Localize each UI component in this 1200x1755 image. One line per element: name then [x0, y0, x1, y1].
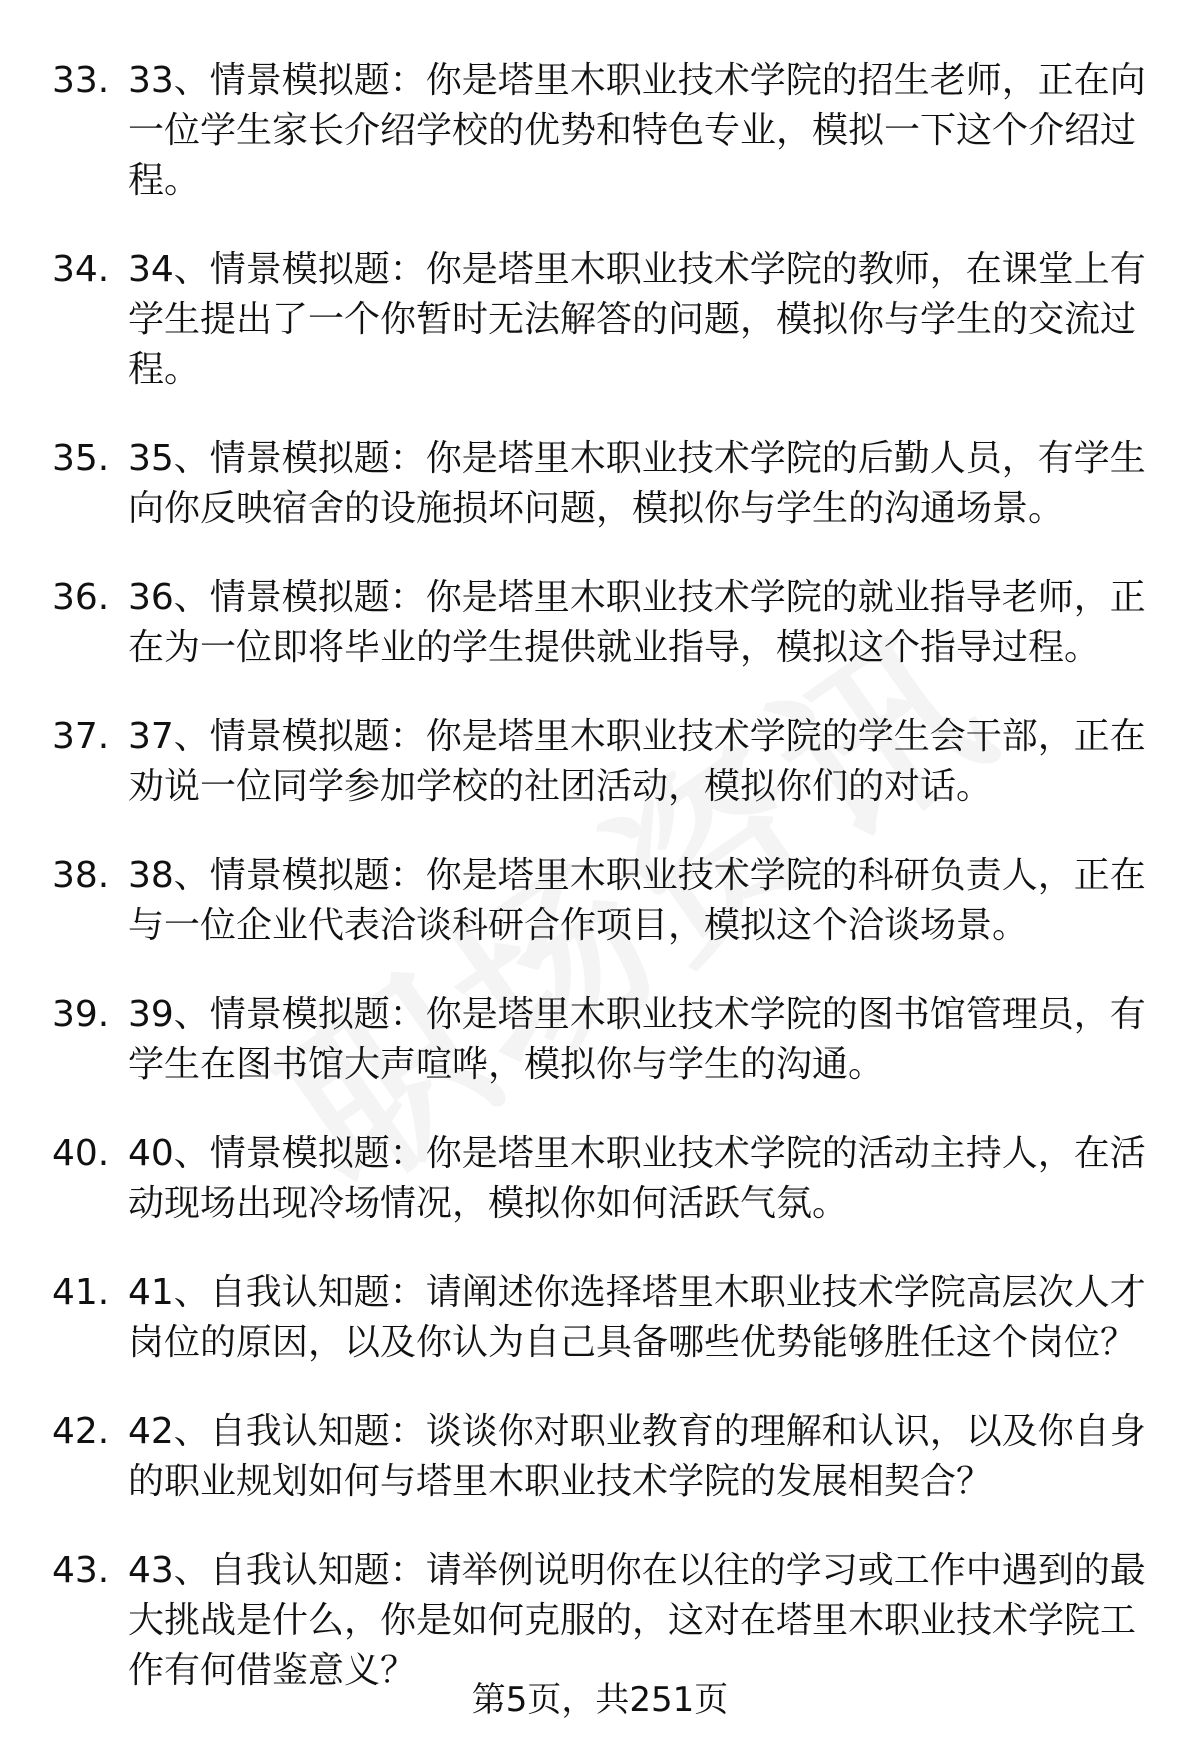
- question-number: 39.: [52, 994, 110, 1035]
- question-item: [0, 573, 1200, 673]
- question-text: 34、情景模拟题：你是塔里木职业技术学院的教师，在课堂上有学生提出了一个你暂时无法解答的问题，模拟你与学生的交流过程。: [128, 249, 1146, 390]
- question-text: 38、情景模拟题：你是塔里木职业技术学院的科研负责人，正在与一位企业代表洽谈科研合作项目，模拟这个洽谈场景。: [128, 855, 1146, 946]
- question-item: [0, 1268, 1200, 1368]
- question-number: 36.: [52, 577, 110, 618]
- question-number: 34.: [52, 249, 110, 290]
- question-text: 36、情景模拟题：你是塔里木职业技术学院的就业指导老师，正在为一位即将毕业的学生提供就业指导，模拟这个指导过程。: [128, 577, 1146, 668]
- question-text: 37、情景模拟题：你是塔里木职业技术学院的学生会干部，正在劝说一位同学参加学校的社团活动，模拟你们的对话。: [128, 716, 1146, 807]
- page-footer: 第5页，共251页: [471, 1680, 729, 1720]
- question-number: 38.: [52, 855, 110, 896]
- question-item: [0, 712, 1200, 812]
- question-text: 39、情景模拟题：你是塔里木职业技术学院的图书馆管理员，有学生在图书馆大声喧哗，模拟你与学生的沟通。: [128, 994, 1146, 1085]
- question-item: [0, 990, 1200, 1090]
- question-number: 37.: [52, 716, 110, 757]
- question-text: 42、自我认知题：谈谈你对职业教育的理解和认识，以及你自身的职业规划如何与塔里木职业技术学院的发展相契合？: [128, 1411, 1146, 1502]
- question-text: 40、情景模拟题：你是塔里木职业技术学院的活动主持人，在活动现场出现冷场情况，模拟你如何活跃气氛。: [128, 1133, 1146, 1224]
- question-item: [0, 434, 1200, 534]
- question-text: 33、情景模拟题：你是塔里木职业技术学院的招生老师，正在向一位学生家长介绍学校的优势和特色专业，模拟一下这个介绍过程。: [128, 60, 1146, 201]
- question-text: 35、情景模拟题：你是塔里木职业技术学院的后勤人员，有学生向你反映宿舍的设施损坏问题，模拟你与学生的沟通场景。: [128, 438, 1146, 529]
- question-number: 41.: [52, 1272, 110, 1313]
- question-item: [0, 1407, 1200, 1507]
- question-item: [0, 245, 1200, 395]
- question-item: [0, 1546, 1200, 1696]
- question-item: [0, 851, 1200, 951]
- question-number: 35.: [52, 438, 110, 479]
- question-text: 41、自我认知题：请阐述你选择塔里木职业技术学院高层次人才岗位的原因，以及你认为自己具备哪些优势能够胜任这个岗位？: [128, 1272, 1146, 1363]
- question-number: 42.: [52, 1411, 110, 1452]
- question-number: 33.: [52, 60, 110, 101]
- question-item: [0, 1129, 1200, 1229]
- question-item: [0, 56, 1200, 206]
- document-body: [0, 56, 1200, 1735]
- question-text: 43、自我认知题：请举例说明你在以往的学习或工作中遇到的最大挑战是什么，你是如何克服的，这对在塔里木职业技术学院工作有何借鉴意义？: [128, 1550, 1146, 1691]
- question-number: 43.: [52, 1550, 110, 1591]
- question-list: [0, 56, 1200, 1696]
- question-number: 40.: [52, 1133, 110, 1174]
